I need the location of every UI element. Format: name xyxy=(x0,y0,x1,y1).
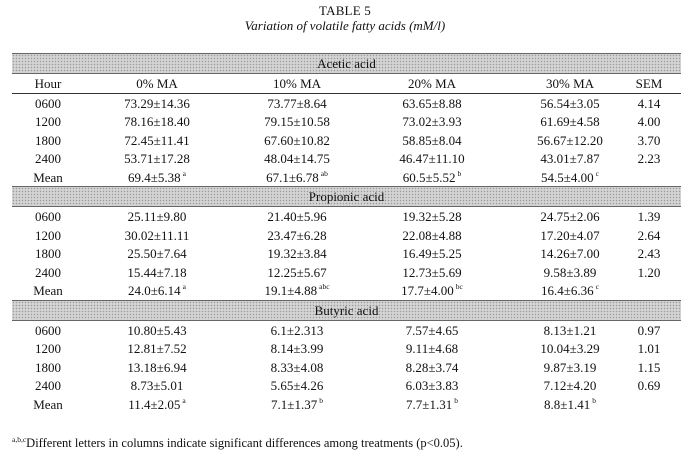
sem-cell: 2.23 xyxy=(637,151,661,166)
table-row xyxy=(12,226,681,245)
value-cell: 9.87±3.19 xyxy=(543,359,597,375)
table-row xyxy=(12,263,681,282)
sem-cell: 1.20 xyxy=(637,264,661,280)
hour-cell: 1200 xyxy=(35,227,61,243)
value-cell: 19.32±3.84 xyxy=(267,246,327,261)
section-header-acetic: Acetic acid xyxy=(12,53,681,74)
hour-cell: 1800 xyxy=(35,359,61,375)
mean-row xyxy=(12,281,681,300)
value-cell: 48.04±14.75 xyxy=(264,151,330,166)
value-cell: 6.03±3.83 xyxy=(405,378,459,393)
mean-label: Mean xyxy=(33,396,63,412)
mean-cell: 16.4±6.36 $^c$ xyxy=(541,282,599,298)
value-cell: 67.60±10.82 xyxy=(264,132,330,148)
value-cell: 10.80±5.43 xyxy=(127,322,187,338)
sem-cell: 3.70 xyxy=(637,132,661,148)
header-hour: Hour xyxy=(34,76,62,91)
significance-letter: b xyxy=(454,395,458,405)
mean-cell: 67.1±6.78 $^{ab}$ xyxy=(266,168,328,185)
sem-cell: 2.64 xyxy=(637,227,661,243)
significance-letter: a xyxy=(182,395,186,405)
value-cell: 46.47±11.10 xyxy=(399,151,465,166)
value-cell: 56.67±12.20 xyxy=(537,132,603,148)
mean-cell: 7.1±1.37 $^b$ xyxy=(271,395,323,412)
value-cell: 8.14±3.99 xyxy=(270,341,324,356)
hour-cell: 1800 xyxy=(35,246,61,261)
table-row xyxy=(12,321,681,340)
table-title: TABLE 5 xyxy=(319,3,371,18)
significance-letter: a xyxy=(182,168,186,178)
table-row xyxy=(12,339,681,358)
sem-cell: 4.14 xyxy=(637,95,661,111)
table-row xyxy=(12,149,681,168)
table-footnote xyxy=(12,436,463,451)
value-cell: 6.1±2.313 xyxy=(270,322,324,338)
header-10ma: 10% MA xyxy=(272,76,322,91)
value-cell: 17.20±4.07 xyxy=(540,227,600,243)
mean-label: Mean xyxy=(33,169,63,185)
sem-cell: 0.97 xyxy=(637,322,661,338)
hour-cell: 0600 xyxy=(35,95,61,111)
mean-row xyxy=(12,168,681,187)
sem-cell: 4.00 xyxy=(637,114,661,129)
significance-letter: b xyxy=(592,395,596,405)
sem-cell: 0.69 xyxy=(637,378,661,393)
mean-cell: 69.4±5.38 $^a$ xyxy=(128,168,186,185)
table-row xyxy=(12,358,681,377)
value-cell: 78.16±18.40 xyxy=(124,114,190,129)
value-cell: 30.02±11.11 xyxy=(124,227,190,243)
table-row xyxy=(12,376,681,395)
significance-letter: a xyxy=(182,282,186,291)
hour-cell: 0600 xyxy=(35,322,61,338)
value-cell: 25.50±7.64 xyxy=(127,246,187,261)
vfa-table xyxy=(12,53,681,413)
hour-cell: 2400 xyxy=(35,378,61,393)
table-row xyxy=(12,244,681,263)
mean-label: Mean xyxy=(33,283,63,298)
value-cell: 16.49±5.25 xyxy=(402,246,462,261)
value-cell: 72.45±11.41 xyxy=(124,132,190,148)
mean-cell: 60.5±5.52 $^b$ xyxy=(402,168,462,185)
significance-letter: ab xyxy=(320,168,328,178)
value-cell: 7.12±4.20 xyxy=(543,378,597,393)
value-cell: 22.08±4.88 xyxy=(402,227,462,243)
value-cell: 43.01±7.87 xyxy=(540,151,600,166)
sem-cell: 1.39 xyxy=(637,209,661,224)
value-cell: 8.33±4.08 xyxy=(270,359,324,375)
hour-cell: 0600 xyxy=(35,209,61,224)
header-sem: SEM xyxy=(635,76,663,91)
mean-cell: 17.7±4.00 $^{bc}$ xyxy=(401,282,463,298)
mean-cell: 8.8±1.41 $^b$ xyxy=(544,395,596,412)
table-row xyxy=(12,131,681,150)
value-cell: 73.77±8.64 xyxy=(267,95,327,111)
significance-letter: c xyxy=(595,282,599,291)
value-cell: 73.29±14.36 xyxy=(124,95,190,111)
value-cell: 23.47±6.28 xyxy=(267,227,327,243)
value-cell: 58.85±8.04 xyxy=(402,132,462,148)
value-cell: 63.65±8.88 xyxy=(402,95,462,111)
value-cell: 21.40±5.96 xyxy=(267,209,327,224)
value-cell: 73.02±3.93 xyxy=(402,114,462,129)
value-cell: 8.13±1.21 xyxy=(543,322,597,338)
value-cell: 19.32±5.28 xyxy=(402,209,462,224)
value-cell: 10.04±3.29 xyxy=(540,341,600,356)
hour-cell: 1800 xyxy=(35,132,61,148)
mean-cell: 7.7±1.31 $^b$ xyxy=(406,395,458,412)
header-0ma: 0% MA xyxy=(136,76,178,91)
value-cell: 7.57±4.65 xyxy=(405,322,459,338)
sem-cell: 1.01 xyxy=(637,341,661,356)
significance-letter: c xyxy=(595,168,599,178)
mean-cell: 19.1±4.88 $^{abc}$ xyxy=(264,282,330,298)
column-header-row xyxy=(12,74,681,94)
value-cell: 5.65±4.26 xyxy=(270,378,324,393)
value-cell: 14.26±7.00 xyxy=(540,246,600,261)
value-cell: 12.73±5.69 xyxy=(402,264,462,280)
value-cell: 12.81±7.52 xyxy=(127,341,187,356)
significance-letter: b xyxy=(319,395,323,405)
mean-cell: 24.0±6.14 $^a$ xyxy=(128,282,186,298)
value-cell: 79.15±10.58 xyxy=(264,114,330,129)
value-cell: 9.58±3.89 xyxy=(543,264,597,280)
value-cell: 25.11±9.80 xyxy=(127,209,187,224)
hour-cell: 2400 xyxy=(35,151,61,166)
value-cell: 9.11±4.68 xyxy=(405,341,459,356)
table-row xyxy=(12,112,681,131)
table-row xyxy=(12,94,681,113)
value-cell: 8.73±5.01 xyxy=(130,378,184,393)
section-header-propionic: Propionic acid xyxy=(12,186,681,207)
hour-cell: 1200 xyxy=(35,341,61,356)
mean-row xyxy=(12,395,681,414)
value-cell: 15.44±7.18 xyxy=(127,264,187,280)
table-row xyxy=(12,207,681,226)
value-cell: 13.18±6.94 xyxy=(127,359,187,375)
table-subtitle: Variation of volatile fatty acids (mM/l) xyxy=(244,18,446,33)
mean-cell: 11.4±2.05 $^a$ xyxy=(128,395,186,412)
significance-letter: abc xyxy=(319,282,330,291)
value-cell: 24.75±2.06 xyxy=(540,209,600,224)
value-cell: 56.54±3.05 xyxy=(540,95,600,111)
mean-cell: 54.5±4.00 $^c$ xyxy=(541,168,599,185)
header-30ma: 30% MA xyxy=(545,76,595,91)
hour-cell: 1200 xyxy=(35,114,61,129)
significance-letter: b xyxy=(457,168,462,178)
significance-letter: bc xyxy=(455,282,463,291)
footnote-marks: a,b,c xyxy=(12,435,27,444)
sem-cell: 2.43 xyxy=(637,246,661,261)
header-20ma: 20% MA xyxy=(407,76,457,91)
value-cell: 61.69±4.58 xyxy=(540,114,600,129)
value-cell: 53.71±17.28 xyxy=(124,151,190,166)
footnote-text: Different letters in columns indicate significant differences among treatments (p<0.05). xyxy=(26,436,463,450)
hour-cell: 2400 xyxy=(35,264,61,280)
value-cell: 12.25±5.67 xyxy=(267,264,327,280)
value-cell: 8.28±3.74 xyxy=(405,359,459,375)
sem-cell: 1.15 xyxy=(637,359,661,375)
section-header-butyric: Butyric acid xyxy=(12,300,681,321)
